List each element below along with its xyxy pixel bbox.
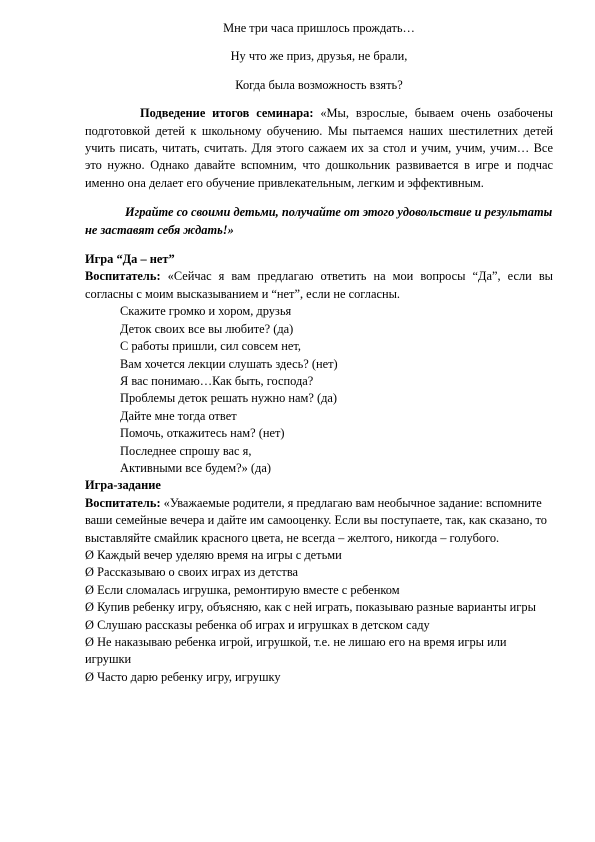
list-item (85, 669, 553, 686)
verse-line-1: Мне три часа пришлось прождать… (223, 21, 415, 35)
bullet-icon: Ø (85, 547, 94, 562)
document-page (85, 20, 553, 686)
checklist (85, 547, 553, 686)
game1-line: Скажите громко и хором, друзья (120, 304, 292, 319)
list-item-text: Купив ребенку игру, объясняю, как с ней играть, показываю разные варианты игры (97, 600, 536, 615)
game1-line: Активными все будем?» (да) (120, 460, 271, 475)
verse-line-3: Когда была возможность взять? (235, 77, 403, 92)
game1-verse (85, 303, 553, 477)
list-item-text: Не наказываю ребенка игрой, игрушкой, т.е. не лишаю его на время игры или игрушки (85, 635, 507, 667)
list-item (85, 634, 553, 669)
game1-line: Дайте мне тогда ответ (120, 408, 237, 423)
game1-intro-text: «Сейчас я вам предлагаю ответить на мои вопросы “Да”, если вы согласны с моим высказыванием и “нет”, если не согласны. (85, 269, 553, 301)
game2-intro (85, 495, 553, 547)
game1-line: С работы пришли, сил совсем нет, (120, 339, 301, 354)
game2-title: Игра-задание (85, 478, 161, 493)
bullet-icon: Ø (85, 617, 94, 632)
game1-intro (85, 268, 553, 303)
verse-line-2: Ну что же приз, друзья, не брали, (230, 49, 408, 64)
summary-label: Подведение итогов семинара: (140, 106, 314, 121)
bullet-icon: Ø (85, 600, 94, 615)
callout-text: Играйте со своими детьми, получайте от этого удовольствие и результаты не заставят себя ждать!» (85, 205, 553, 237)
bullet-icon: Ø (85, 565, 94, 580)
game1-line: Помочь, откажитесь нам? (нет) (120, 426, 285, 441)
summary-text: «Мы, взрослые, бываем очень озабочены подготовкой детей к школьному обучению. Мы пытаемся наших шестилетних детей учить писать, читать, считать. Для этого сажаем их за стол и учим, учим, учим… Все это нужно. Однако давайте вспомним, что дошкольник развивается в игре и подчас именно она делает его обучение привлекательным, легким и эффективным. (85, 106, 553, 190)
game2-speaker: Воспитатель: (85, 495, 161, 510)
list-item-text: Рассказываю о своих играх из детства (97, 565, 299, 580)
bullet-icon: Ø (85, 635, 94, 649)
game1-line: Деток своих все вы любите? (да) (120, 321, 294, 336)
list-item (85, 564, 553, 581)
list-item (85, 547, 553, 564)
game1-line: Последнее спрошу вас я, (120, 443, 252, 458)
list-item-text: Если сломалась игрушка, ремонтирую вместе с ребенком (97, 582, 400, 597)
list-item (85, 617, 553, 634)
bullet-icon: Ø (85, 582, 94, 597)
list-item-text: Часто дарю ребенку игру, игрушку (97, 669, 281, 684)
list-item-text: Каждый вечер уделяю время на игры с детьми (97, 547, 342, 562)
list-item (85, 582, 553, 599)
list-item (85, 599, 553, 616)
list-item-text: Слушаю рассказы ребенка об играх и игрушках в детском саду (97, 617, 430, 632)
game2-intro-text: «Уважаемые родители, я предлагаю вам необычное задание: вспомните ваши семейные вечера и дайте им самооценку. Если вы поступаете, так, как сказано, то выставляйте смайлик красного цвета, не всегда – желтого, никогда – голубого. (85, 495, 548, 545)
game1-line: Проблемы деток решать нужно нам? (да) (120, 391, 337, 406)
bullet-icon: Ø (85, 669, 94, 684)
summary-paragraph (85, 105, 553, 192)
game1-speaker: Воспитатель: (85, 269, 161, 284)
game1-line: Я вас понимаю…Как быть, господа? (120, 373, 314, 388)
game1-line: Вам хочется лекции слушать здесь? (нет) (120, 356, 338, 371)
game1-title: Игра “Да – нет” (85, 252, 175, 267)
